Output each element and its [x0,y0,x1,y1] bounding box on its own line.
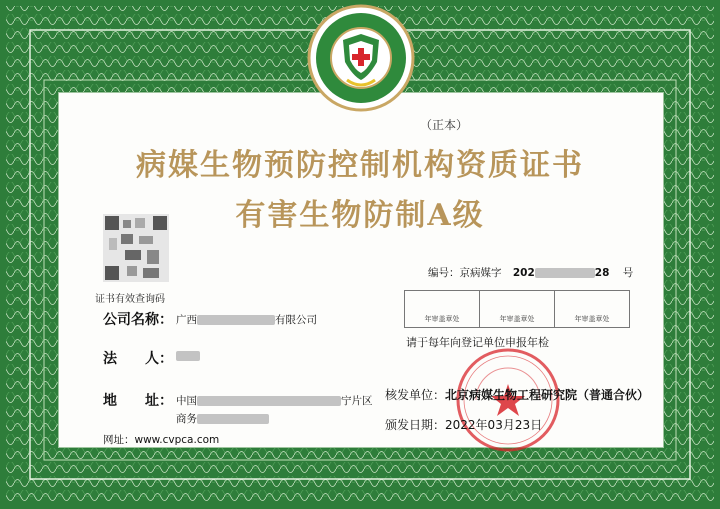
address-line-2 [176,411,269,426]
annual-stamp-cell: 年审盖章处 [405,291,480,327]
legal-representative-label: 法 人： [103,351,173,367]
annual-inspection-table [404,290,630,328]
annual-stamp-cell: 年审盖章处 [480,291,555,327]
company-suffix: 有限公司 [275,314,317,326]
address-label: 地 址： [103,393,173,409]
number-label: 编号：京病媒字 [428,267,502,279]
annual-inspection-note: 请于每年向登记单位申报年检 [406,336,549,349]
company-label: 公司名称： [103,312,173,328]
issuing-authority [385,386,649,403]
redacted-address-1 [197,396,341,406]
redacted-address-2 [197,414,269,424]
address-line2-prefix: 商务 [176,413,197,425]
company-prefix: 广西 [176,314,197,326]
redacted-legal-name [176,351,200,361]
certificate-number [428,265,633,280]
address-line1-prefix: 中国 [176,395,197,407]
date-value: 2022年03月23日 [445,418,543,432]
number-suffix: 28 [594,267,610,279]
address-line1-suffix: 宁片区 [341,395,373,407]
redacted-number [535,268,595,278]
address-line-1 [176,393,373,408]
website-link[interactable]: 网址：www.cvpca.com [103,434,220,446]
number-prefix: 202 [512,267,535,279]
issuer-label: 核发单位： [385,388,446,402]
qr-code[interactable] [103,214,169,282]
issue-date [385,416,542,433]
company-name [176,312,317,327]
redacted-company [197,315,275,325]
annual-stamp-cell: 年审盖章处 [574,315,610,323]
certificate-grade: 有害生物防制A级 [235,198,485,233]
association-emblem-icon [307,4,415,112]
issuer-name: 北京病媒生物工程研究院（普通合伙） [445,388,650,402]
qr-caption: 证书有效查询码 [95,294,165,305]
edition-label: （正本） [420,118,469,132]
certificate-title: 病媒生物预防控制机构资质证书 [136,148,584,183]
number-unit: 号 [622,267,634,279]
date-label: 颁发日期： [385,418,446,432]
